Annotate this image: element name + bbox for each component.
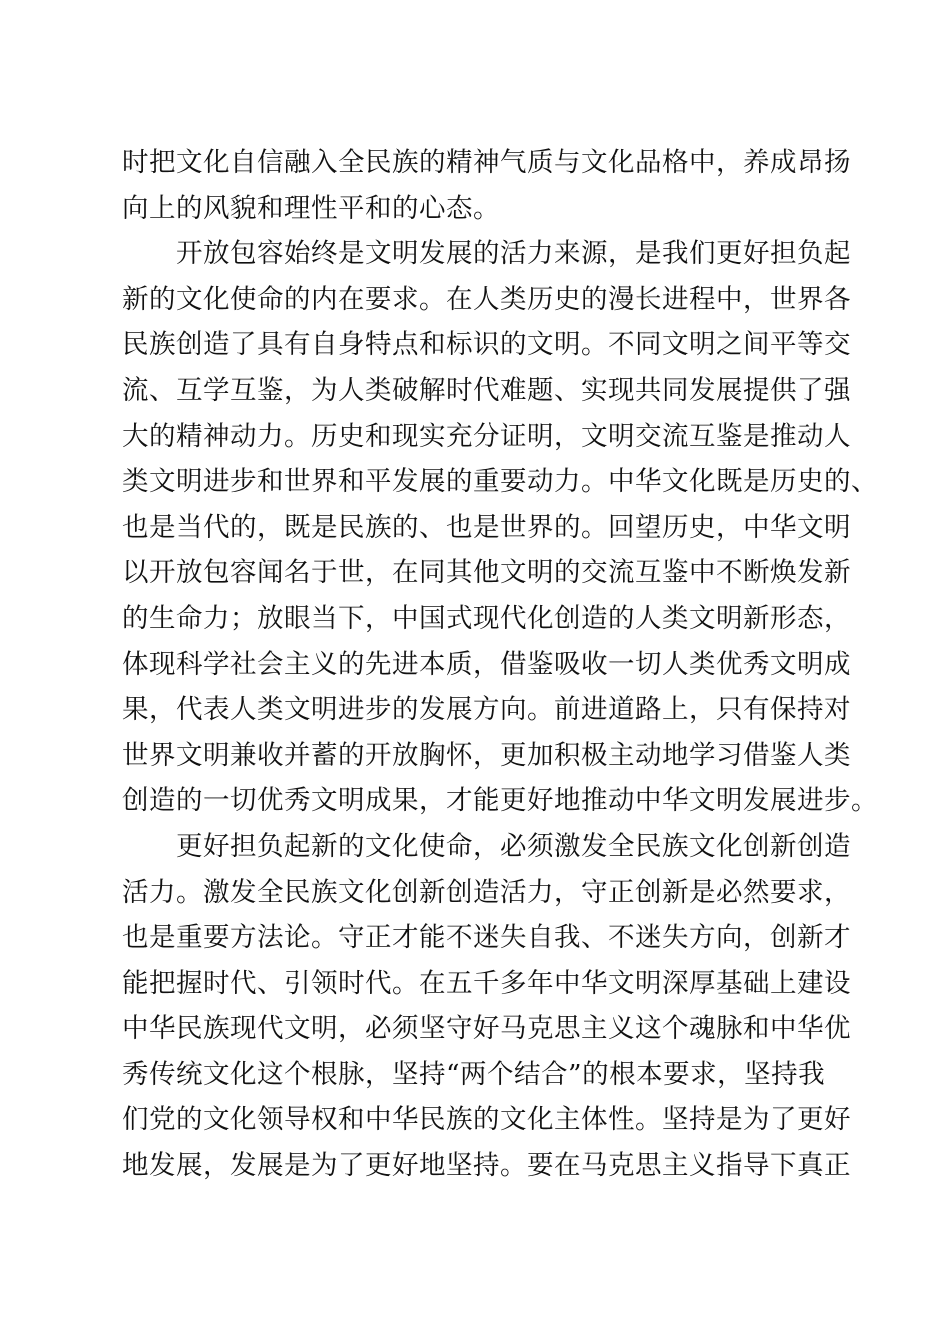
text-line: 秀传统文化这个根脉，坚持“两个结合”的根本要求，坚持我 xyxy=(122,1058,826,1090)
text-line: 地发展，发展是为了更好地坚持。要在马克思主义指导下真正 xyxy=(122,1150,851,1182)
text-line: 以开放包容闻名于世，在同其他文明的交流互鉴中不断焕发新 xyxy=(122,557,851,589)
text-line: 能把握时代、引领时代。在五千多年中华文明深厚基础上建设 xyxy=(122,967,851,999)
text-line: 活力。激发全民族文化创新创造活力，守正创新是必然要求， xyxy=(122,876,851,908)
text-line: 创造的一切优秀文明成果，才能更好地推动中华文明发展进步。 xyxy=(122,785,878,817)
paragraph-continuation xyxy=(122,140,851,231)
text-line: 也是重要方法论。守正才能不迷失自我、不迷失方向，创新才 xyxy=(122,922,851,954)
text-line: 流、互学互鉴，为人类破解时代难题、实现共同发展提供了强 xyxy=(122,374,851,406)
paragraph-openness xyxy=(122,231,878,824)
text-line: 大的精神动力。历史和现实充分证明，文明交流互鉴是推动人 xyxy=(122,420,851,452)
text-line: 果，代表人类文明进步的发展方向。前进道路上，只有保持对 xyxy=(122,694,851,726)
text-line: 世界文明兼收并蓄的开放胸怀，更加积极主动地学习借鉴人类 xyxy=(122,739,851,771)
text-line: 民族创造了具有自身特点和标识的文明。不同文明之间平等交 xyxy=(122,329,851,361)
text-line: 类文明进步和世界和平发展的重要动力。中华文化既是历史的、 xyxy=(122,466,878,498)
text-line: 时把文化自信融入全民族的精神气质与文化品格中，养成昂扬 xyxy=(122,147,851,178)
text-line: 开放包容始终是文明发展的活力来源，是我们更好担负起 xyxy=(176,238,851,270)
text-line: 体现科学社会主义的先进本质，借鉴吸收一切人类优秀文明成 xyxy=(122,648,851,680)
body-text xyxy=(122,140,878,1189)
text-line: 新的文化使命的内在要求。在人类历史的漫长进程中，世界各 xyxy=(122,283,851,315)
text-line: 们党的文化领导权和中华民族的文化主体性。坚持是为了更好 xyxy=(122,1104,851,1136)
text-line: 的生命力；放眼当下，中国式现代化创造的人类文明新形态， xyxy=(122,602,851,634)
paragraph-innovation xyxy=(122,824,851,1189)
text-line: 更好担负起新的文化使命，必须激发全民族文化创新创造 xyxy=(176,830,851,862)
text-line: 也是当代的，既是民族的、也是世界的。回望历史，中华文明 xyxy=(122,511,851,543)
text-line: 向上的风貌和理性平和的心态。 xyxy=(122,192,500,224)
text-line: 中华民族现代文明，必须坚守好马克思主义这个魂脉和中华优 xyxy=(122,1013,851,1045)
